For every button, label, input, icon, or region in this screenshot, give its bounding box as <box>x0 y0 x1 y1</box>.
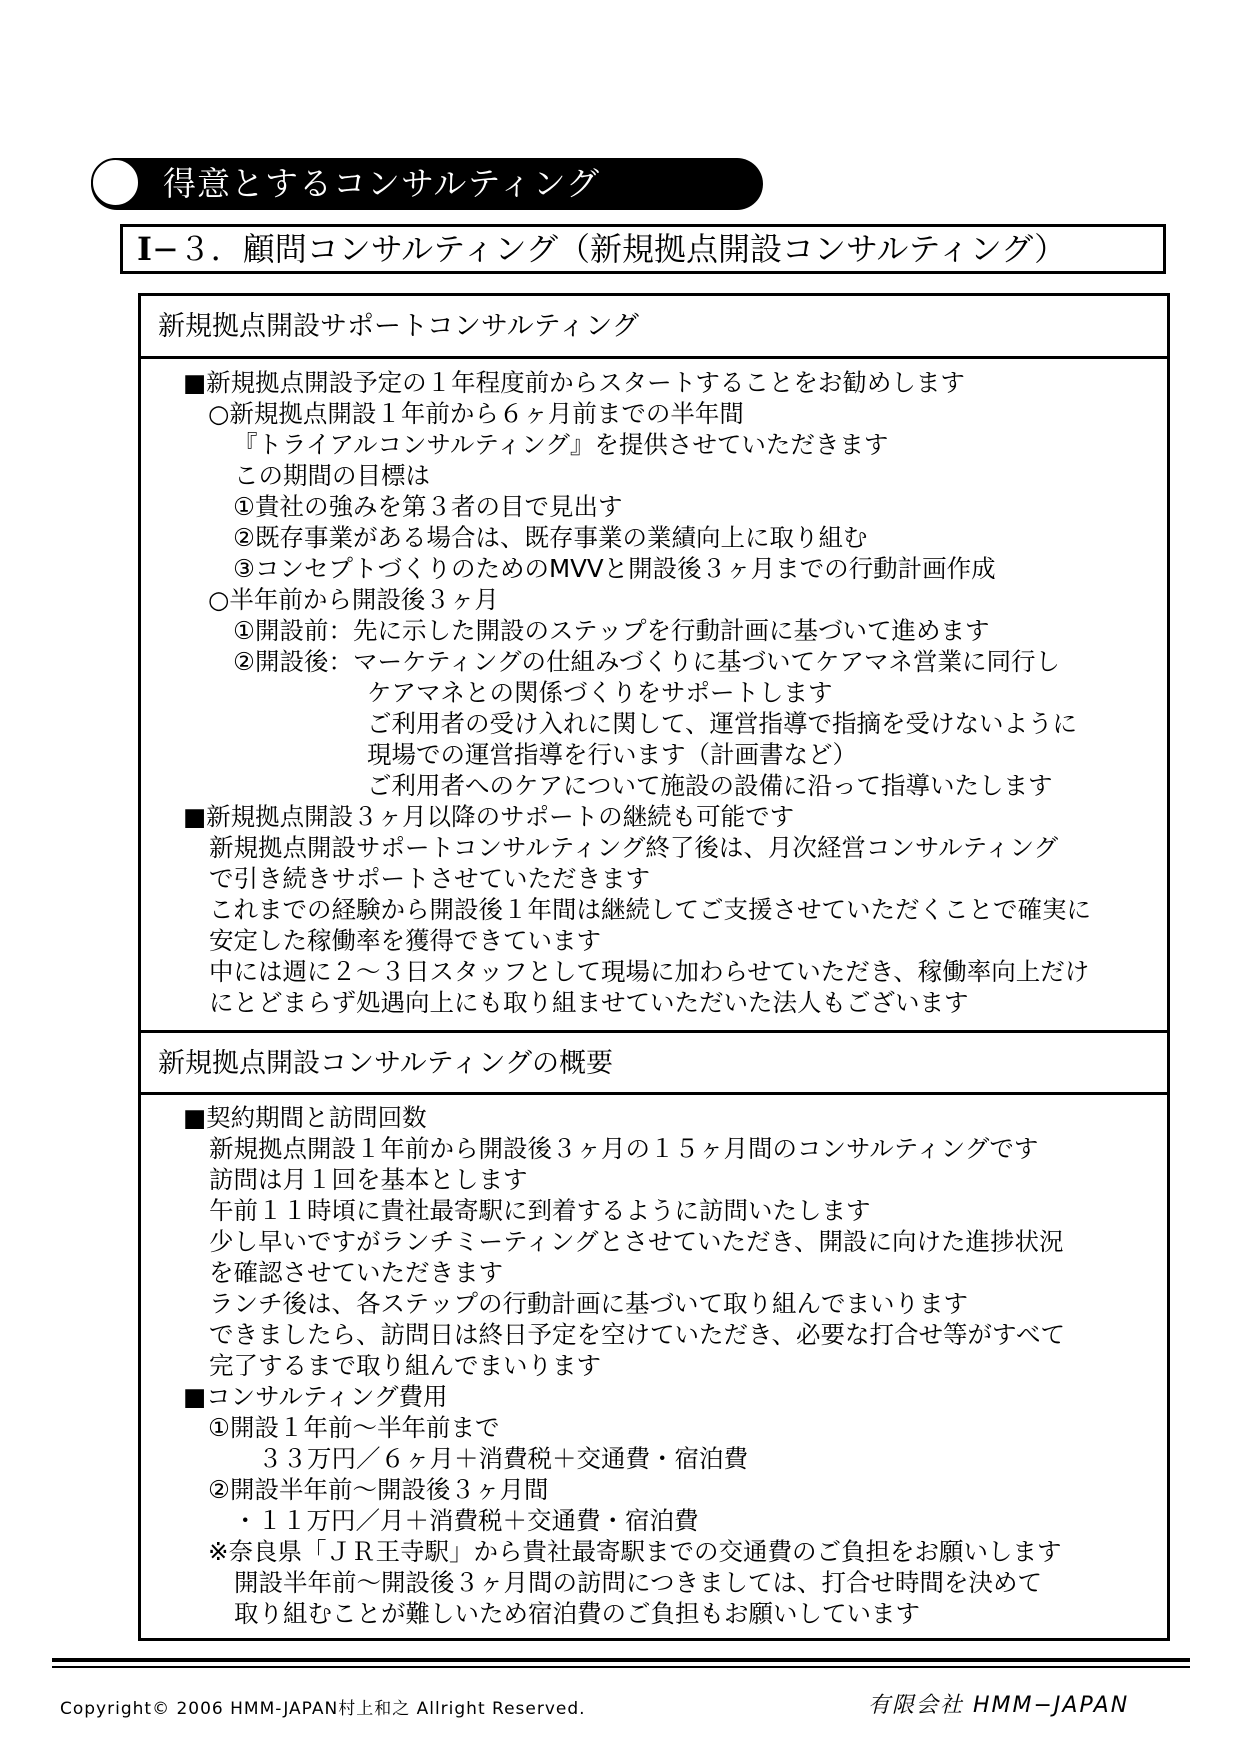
section2-line: ※奈良県「ＪＲ王寺駅」から貴社最寄駅までの交通費のご負担をお願いします <box>208 1537 1062 1566</box>
section1-line: ○半年前から開設後３ヶ月 <box>208 585 499 614</box>
section1-line: これまでの経験から開設後１年間は継続してご支援させていただくことで確実に <box>209 895 1091 924</box>
section1-line: にとどまらず処遇向上にも取り組ませていただいた法人もございます <box>209 988 969 1017</box>
section1-line: 『トライアルコンサルティング』を提供させていただきます <box>233 430 889 459</box>
section2-line: ②開設半年前〜開設後３ヶ月間 <box>208 1475 549 1504</box>
section2-heading <box>141 1030 1167 1095</box>
subheader-box <box>120 224 1166 274</box>
section2-heading-text: 新規拠点開設コンサルティングの概要 <box>158 1048 613 1079</box>
copyright-text: Copyright© 2006 HMM-JAPAN村上和之 Allright Reserved. <box>60 1699 586 1719</box>
section1-line: 安定した稼働率を獲得できています <box>209 926 601 955</box>
section1-line: この期間の目標は <box>234 461 430 490</box>
section1-line: ②既存事業がある場合は、既存事業の業績向上に取り組む <box>233 523 868 552</box>
section1-line: ■新規拠点開設予定の１年程度前からスタートすることをお勧めします <box>183 368 965 397</box>
section2-line: できましたら、訪問日は終日予定を空けていただき、必要な打合せ等がすべて <box>209 1320 1066 1349</box>
section1-line: ご利用者の受け入れに関して、運営指導で指摘を受けないように <box>367 709 1078 738</box>
section1-line: ご利用者へのケアについて施設の設備に沿って指導いたします <box>367 771 1053 800</box>
section2-line: ■契約期間と訪問回数 <box>183 1103 427 1132</box>
section2-line: 開設半年前〜開設後３ヶ月間の訪問につきましては、打合せ時間を決めて <box>234 1568 1043 1597</box>
roman-numeral: I <box>137 230 152 268</box>
section1-line: で引き続きサポートさせていただきます <box>209 864 650 893</box>
section2-line: 午前１１時頃に貴社最寄駅に到着するように訪問いたします <box>209 1196 871 1225</box>
section2-line: ３３万円／６ヶ月＋消費税＋交通費・宿泊費 <box>258 1444 748 1473</box>
section1-heading-text: 新規拠点開設サポートコンサルティング <box>158 311 639 342</box>
section2-line: 新規拠点開設１年前から開設後３ヶ月の１５ヶ月間のコンサルティングです <box>209 1134 1039 1163</box>
section1-line: ケアマネとの関係づくりをサポートします <box>367 678 833 707</box>
section1-line: ①開設前：先に示した開設のステップを行動計画に基づいて進めます <box>233 616 990 645</box>
section1-line: ③コンセプトづくりのためのMVVと開設後３ヶ月までの行動計画作成 <box>233 554 996 583</box>
section2-line: 少し早いですがランチミーティングとさせていただき、開設に向けた進捗状況 <box>209 1227 1064 1256</box>
section2-line: 完了するまで取り組んでまいります <box>209 1351 601 1380</box>
section1-line: 現場での運営指導を行います（計画書など） <box>367 740 857 769</box>
section2-line: ①開設１年前〜半年前まで <box>208 1413 500 1442</box>
section2-line: ■コンサルティング費用 <box>183 1382 448 1411</box>
section1-line: ①貴社の強みを第３者の目で見出す <box>233 492 623 521</box>
section2-line: ランチ後は、各ステップの行動計画に基づいて取り組んでまいります <box>209 1289 969 1318</box>
footer-rule-thin <box>52 1666 1190 1668</box>
company-name: 有限会社 HMM−JAPAN <box>868 1693 1130 1718</box>
subheader-text: −３．顧問コンサルティング（新規拠点開設コンサルティング） <box>151 230 1067 268</box>
circle-bullet-icon <box>91 158 140 207</box>
subheader-title <box>137 227 1066 271</box>
section2-line: ・１１万円／月＋消費税＋交通費・宿泊費 <box>233 1506 699 1535</box>
footer-rule-thick <box>52 1658 1190 1662</box>
section1-line: ○新規拠点開設１年前から６ヶ月前までの半年間 <box>208 399 744 428</box>
section1-line: 新規拠点開設サポートコンサルティング終了後は、月次経営コンサルティング <box>209 833 1059 862</box>
section2-line: 取り組むことが難しいため宿泊費のご負担もお願いしています <box>234 1599 920 1628</box>
section1-heading <box>141 296 1167 359</box>
section2-line: を確認させていただきます <box>209 1258 503 1287</box>
page-title: 得意とするコンサルティング <box>163 164 601 203</box>
section1-line: 中には週に２〜３日スタッフとして現場に加わらせていただき、稼働率向上だけ <box>209 957 1090 986</box>
section1-line: ②開設後：マーケティングの仕組みづくりに基づいてケアマネ営業に同行し <box>233 647 1061 676</box>
content-box <box>138 293 1170 1641</box>
section2-line: 訪問は月１回を基本とします <box>209 1165 528 1194</box>
section1-line: ■新規拠点開設３ヶ月以降のサポートの継続も可能です <box>183 802 795 831</box>
